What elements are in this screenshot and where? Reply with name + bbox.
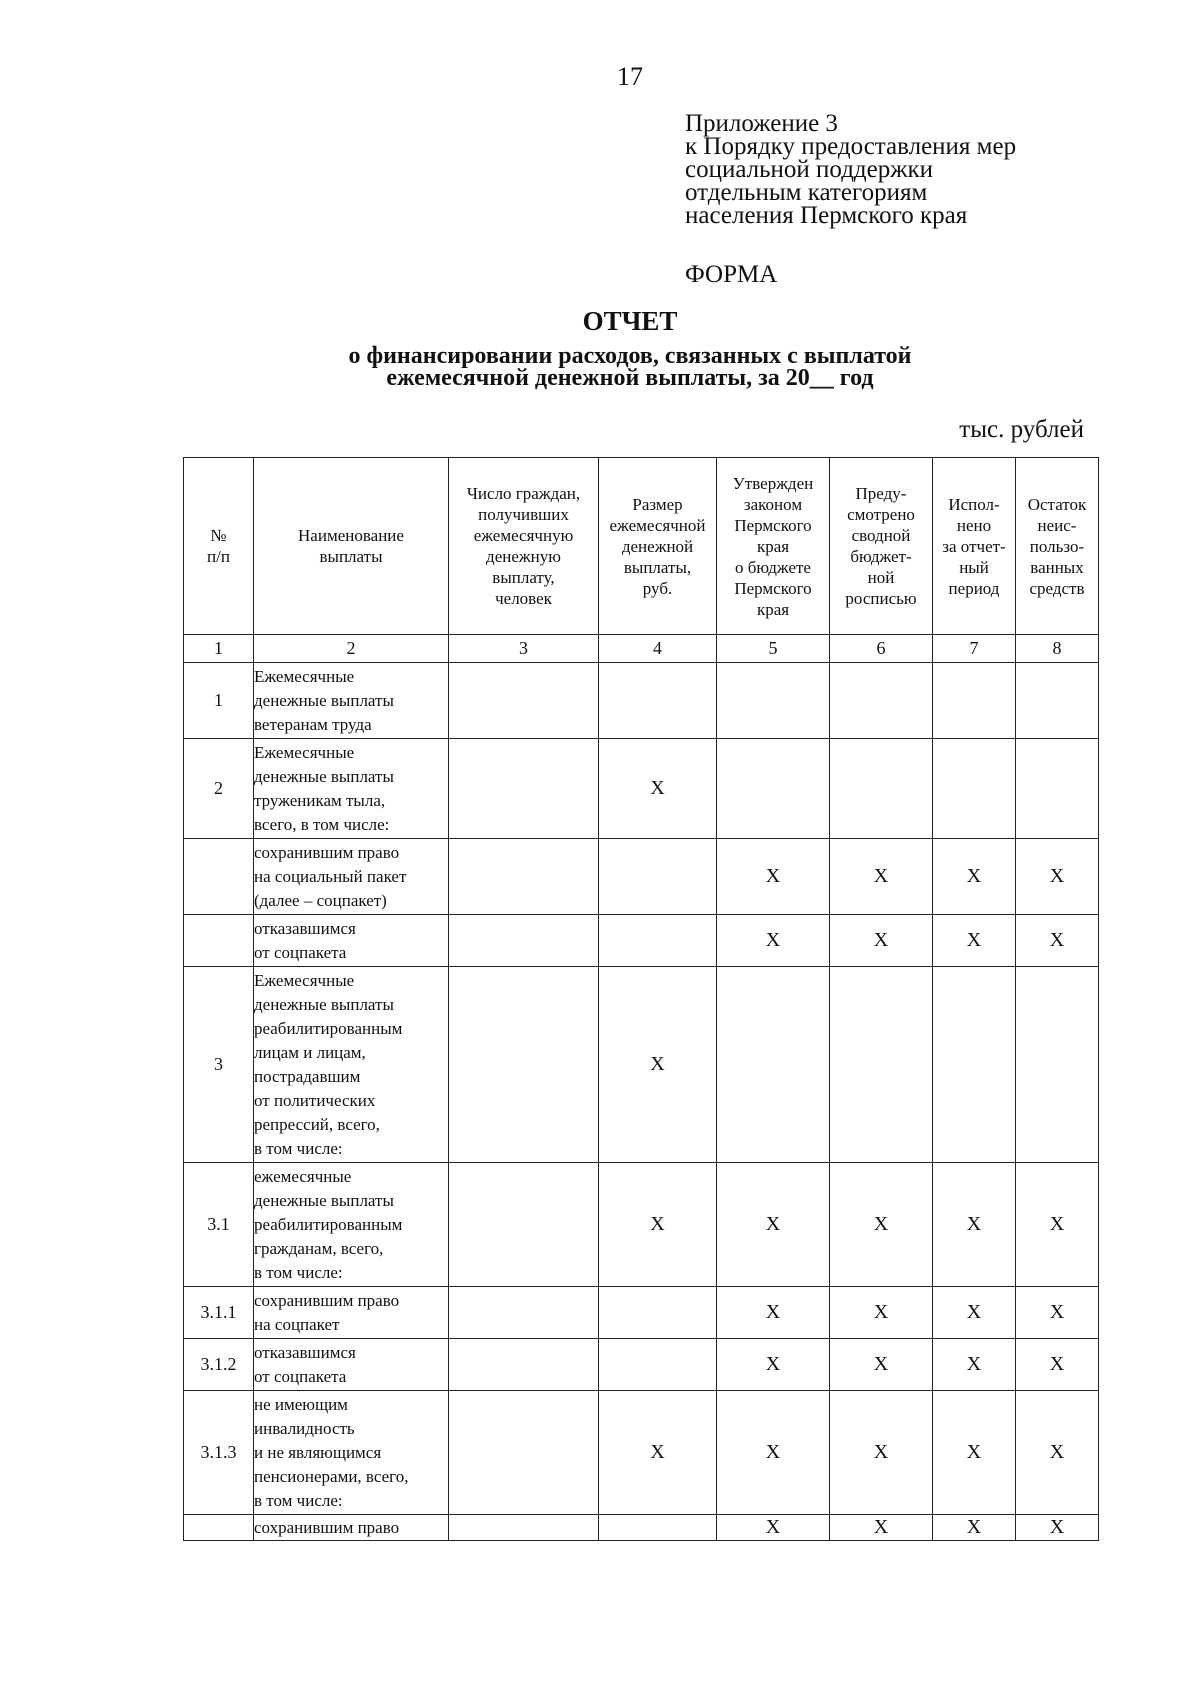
column-header-line: бюджет- [850,547,912,566]
table-cell-col-3 [449,1287,599,1339]
table-cell-col-4: X [599,1391,717,1515]
table-cell-col-8: X [1016,1163,1099,1287]
payment-name-line: Ежемесячные [254,742,355,762]
column-header-line: ванных [1030,557,1084,577]
payment-name-line: от соцпакета [254,942,347,962]
payment-name-line: всего, в том числе: [254,814,390,834]
column-header-1 [184,458,254,635]
column-header-line: края [756,536,790,556]
payment-name-line: Ежемесячные [254,970,355,990]
column-header-line: неис- [1037,515,1077,535]
row-number: 3.1 [184,1163,254,1287]
table-cell-col-6 [830,739,933,839]
column-header-line: Число граждан, [466,484,581,503]
column-header-7 [933,458,1016,635]
payment-name-line: не имеющим [254,1394,348,1414]
payment-name-line: ветеранам труда [254,714,372,734]
table-cell-col-6 [830,967,933,1163]
payment-name-line: отказавшимся [254,1342,356,1362]
column-header-line: выплату, [492,568,555,587]
report-subtitle [0,345,1200,389]
table-cell-col-3 [449,1163,599,1287]
column-header-line: п/п [207,547,230,566]
column-header-line: Остаток [1027,494,1087,514]
column-header-5 [717,458,830,635]
payment-name-line: ежемесячные [254,1166,352,1186]
column-number-row [184,635,1099,663]
table-cell-col-5: X [717,1339,830,1391]
table-cell-col-4: X [599,1163,717,1287]
payment-name-line: в том числе: [254,1490,343,1510]
table-cell-col-3 [449,839,599,915]
column-header-line: края [756,599,790,619]
table-cell-col-7: X [933,839,1016,915]
report-title: ОТЧЕТ [582,306,678,336]
table-cell-col-7: X [933,1391,1016,1515]
table-cell-col-5: X [717,1515,830,1541]
column-number: 6 [830,635,933,663]
table-cell-col-8: X [1016,1391,1099,1515]
payment-name-line: денежные выплаты [254,766,394,786]
page-number: 17 [617,62,643,91]
payment-name-line: инвалидность [254,1418,355,1438]
header-row [184,458,1099,635]
annex-line: социальной поддержки [685,156,934,183]
column-header-line: Утвержден [732,473,814,493]
payment-name-line: сохранившим право [254,1517,400,1537]
payment-name [254,1391,449,1515]
table-row [184,1163,1099,1287]
column-number: 5 [717,635,830,663]
row-number [184,839,254,915]
payment-name [254,967,449,1163]
table-cell-col-6: X [830,1339,933,1391]
table-cell-col-3 [449,739,599,839]
payment-name [254,1515,449,1541]
payment-name-line: труженикам тыла, [254,790,386,810]
table-cell-col-6: X [830,839,933,915]
table-cell-col-4 [599,839,717,915]
row-number: 3.1.1 [184,1287,254,1339]
table-cell-col-8: X [1016,1339,1099,1391]
table-cell-col-5: X [717,1287,830,1339]
table-cell-col-4 [599,1339,717,1391]
payment-name-line: денежные выплаты [254,994,394,1014]
table-cell-col-5 [717,967,830,1163]
table-cell-col-8: X [1016,915,1099,967]
column-header-line: руб. [642,578,673,598]
payment-name-line: на соцпакет [254,1314,340,1334]
table-cell-col-7: X [933,1339,1016,1391]
payment-name [254,1163,449,1287]
table-cell-col-8 [1016,967,1099,1163]
table-cell-col-3 [449,967,599,1163]
payment-name-line: пенсионерами, всего, [254,1466,409,1486]
column-header-line: № [210,526,227,545]
payment-name-line: отказавшимся [254,918,356,938]
row-number: 1 [184,663,254,739]
table-row [184,663,1099,739]
table-cell-col-6: X [830,1287,933,1339]
table-cell-col-4 [599,915,717,967]
column-header-line: пользо- [1029,536,1085,556]
table-cell-col-4: X [599,739,717,839]
column-header-line: законом [743,494,803,514]
column-header-line: ной [867,568,895,587]
payment-name-line: в том числе: [254,1138,343,1158]
report-subtitle-line: о финансировании расходов, связанных с выплатой [348,343,912,369]
table-cell-col-3 [449,1515,599,1541]
table-cell-col-3 [449,915,599,967]
table-cell-col-6: X [830,1163,933,1287]
table-cell-col-5: X [717,1163,830,1287]
table-cell-col-8 [1016,739,1099,839]
payment-name-line: сохранившим право [254,1290,400,1310]
column-header-line: Размер [632,494,683,514]
column-header-line: человек [495,589,552,608]
annex-block [685,112,1016,227]
table-cell-col-5 [717,663,830,739]
payment-name-line: от политических [254,1090,376,1110]
table-cell-col-8: X [1016,1287,1099,1339]
payment-name-line: денежные выплаты [254,690,394,710]
table-cell-col-7 [933,739,1016,839]
column-header-line: ный [959,557,989,577]
column-header-line: Пермского [734,515,812,535]
table-cell-col-8: X [1016,839,1099,915]
table-cell-col-7: X [933,1163,1016,1287]
row-number: 3 [184,967,254,1163]
column-header-line: ежемесячную [473,526,574,545]
table-cell-col-5: X [717,915,830,967]
table-cell-col-7: X [933,1515,1016,1541]
table-cell-col-3 [449,663,599,739]
table-cell-col-7: X [933,915,1016,967]
column-header-line: ежемесячной [609,515,706,535]
column-header-line: денежной [621,536,694,556]
annex-line: населения Пермского края [685,202,968,229]
column-header-line: выплаты [319,547,383,566]
table-cell-col-7 [933,663,1016,739]
payment-name-line: (далее – соцпакет) [254,890,387,910]
payment-name [254,1339,449,1391]
row-number: 3.1.3 [184,1391,254,1515]
column-number: 3 [449,635,599,663]
table-cell-col-6: X [830,1515,933,1541]
column-number: 8 [1016,635,1099,663]
table-cell-col-7 [933,967,1016,1163]
table-row [184,1339,1099,1391]
table-cell-col-6: X [830,915,933,967]
column-header-line: Испол- [948,494,1000,514]
table-cell-col-4 [599,1287,717,1339]
column-header-line: Преду- [855,484,907,503]
table-cell-col-5 [717,739,830,839]
column-header-4 [599,458,717,635]
report-table [183,457,1099,1541]
form-label: ФОРМА [685,261,778,288]
payment-name [254,915,449,967]
table-cell-col-4 [599,663,717,739]
column-header-6 [830,458,933,635]
column-header-line: за отчет- [942,536,1006,556]
table-row [184,1515,1099,1541]
table-cell-col-5: X [717,1391,830,1515]
table-row [184,915,1099,967]
report-subtitle-line: ежемесячной денежной выплаты, за 20__ год [386,365,874,391]
column-header-8 [1016,458,1099,635]
annex-line: к Порядку предоставления мер [685,133,1017,160]
column-header-line: смотрено [847,505,915,524]
table-cell-col-4 [599,1515,717,1541]
table-cell-col-8 [1016,663,1099,739]
column-header-line: Наименование [298,526,404,545]
payment-name [254,663,449,739]
column-header-line: получивших [478,505,569,524]
table-row [184,1391,1099,1515]
table-cell-col-3 [449,1391,599,1515]
payment-name-line: и не являющимся [254,1442,382,1462]
payment-name-line: в том числе: [254,1262,343,1282]
payment-name-line: сохранившим право [254,842,400,862]
currency-unit: тыс. рублей [959,416,1084,443]
table-cell-col-3 [449,1339,599,1391]
column-header-2 [254,458,449,635]
column-number: 4 [599,635,717,663]
table-row [184,739,1099,839]
payment-name-line: реабилитированным [254,1214,403,1234]
row-number [184,915,254,967]
column-header-line: период [948,578,1000,598]
table-cell-col-7: X [933,1287,1016,1339]
payment-name [254,1287,449,1339]
payment-name-line: реабилитированным [254,1018,403,1038]
column-header-line: о бюджете [735,557,811,577]
column-header-line: росписью [845,589,917,608]
table-cell-col-6 [830,663,933,739]
table-row [184,967,1099,1163]
column-header-line: выплаты, [623,557,692,577]
table-row [184,1287,1099,1339]
payment-name-line: гражданам, всего, [254,1238,384,1258]
column-number: 2 [254,635,449,663]
annex-line: Приложение 3 [685,110,838,137]
column-header-line: Пермского [734,578,812,598]
payment-name-line: на социальный пакет [254,866,407,886]
payment-name-line: Ежемесячные [254,666,355,686]
column-header-line: средств [1029,578,1085,598]
table-cell-col-6: X [830,1391,933,1515]
table-row [184,839,1099,915]
column-header-line: нено [956,515,992,535]
row-number: 2 [184,739,254,839]
payment-name-line: пострадавшим [254,1066,361,1086]
table-cell-col-8: X [1016,1515,1099,1541]
payment-name [254,739,449,839]
table-cell-col-5: X [717,839,830,915]
row-number: 3.1.2 [184,1339,254,1391]
column-header-line: денежную [486,547,561,566]
payment-name-line: репрессий, всего, [254,1114,380,1134]
column-header-line: сводной [851,526,911,545]
column-number: 7 [933,635,1016,663]
column-number: 1 [184,635,254,663]
column-header-3 [449,458,599,635]
payment-name-line: лицам и лицам, [254,1042,366,1062]
payment-name-line: от соцпакета [254,1366,347,1386]
payment-name-line: денежные выплаты [254,1190,394,1210]
annex-line: отдельным категориям [685,179,928,206]
payment-name [254,839,449,915]
table-cell-col-4: X [599,967,717,1163]
row-number [184,1515,254,1541]
